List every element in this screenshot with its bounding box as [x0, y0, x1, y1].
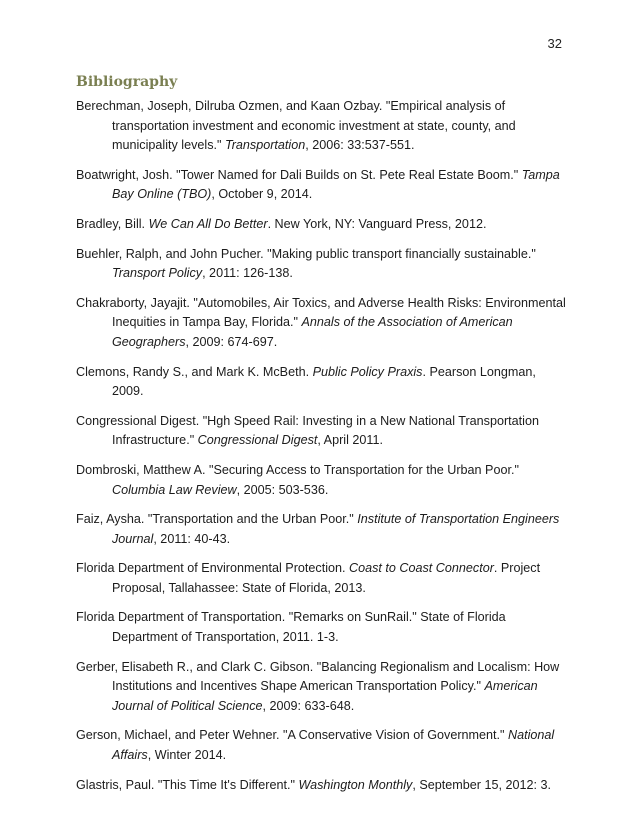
- bibliography-entry: Florida Department of Transportation. "Remarks on SunRail." State of Florida Department of Transportation, 2011. 1-3.: [76, 610, 506, 645]
- bibliography-entry: Glastris, Paul. "This Time It's Different." Washington Monthly, September 15, 2012: 3.: [76, 777, 551, 792]
- bibliography-entry: Gerson, Michael, and Peter Wehner. "A Conservative Vision of Government." National Affairs, Winter 2014.: [76, 728, 555, 763]
- bibliography-entry: Boatwright, Josh. "Tower Named for Dali Builds on St. Pete Real Estate Boom." Tampa Bay Online (TBO), October 9, 2014.: [76, 167, 560, 202]
- bibliography-entry: Florida Department of Environmental Protection. Coast to Coast Connector. Project Proposal, Tallahassee: State of Florida, 2013.: [76, 561, 541, 595]
- bibliography-entry: Clemons, Randy S., and Mark K. McBeth. Public Policy Praxis. Pearson Longman, 2009.: [76, 364, 536, 399]
- bibliography-entry: Gerber, Elisabeth R., and Clark C. Gibson. "Balancing Regionalism and Localism: How Institutions and Incentives Shape American Transportation Policy." American Journal of Political Science, 2009: 633-648.: [76, 659, 560, 713]
- bibliography-entry: Bradley, Bill. We Can All Do Better. New York, NY: Vanguard Press, 2012.: [76, 216, 487, 231]
- bibliography-entry: Congressional Digest. "Hgh Speed Rail: Investing in a New National Transportation Infrastructure." Congressional Digest, April 2011.: [76, 413, 539, 448]
- bibliography-entry: Dombroski, Matthew A. "Securing Access to Transportation for the Urban Poor." Columbia Law Review, 2005: 503-536.: [76, 462, 519, 497]
- bibliography-entry: Chakraborty, Jayajit. "Automobiles, Air Toxics, and Adverse Health Risks: Environmental Inequities in Tampa Bay, Florida." Annals of the Association of American Geographers, 2009: 674-697.: [76, 295, 566, 349]
- section-heading: Bibliography: [76, 74, 178, 90]
- bibliography-list: [76, 97, 566, 805]
- bibliography-entry: Berechman, Joseph, Dilruba Ozmen, and Kaan Ozbay. "Empirical analysis of transportation investment and economic investment at state, county, and municipality levels." Transportation, 2006: 33:537-551.: [76, 99, 516, 153]
- bibliography-entry: Faiz, Aysha. "Transportation and the Urban Poor." Institute of Transportation Engineers Journal, 2011: 40-43.: [76, 512, 560, 546]
- page-number: 32: [547, 36, 562, 51]
- bibliography-entry: Buehler, Ralph, and John Pucher. "Making public transport financially sustainable." Transport Policy, 2011: 126-138.: [76, 246, 536, 281]
